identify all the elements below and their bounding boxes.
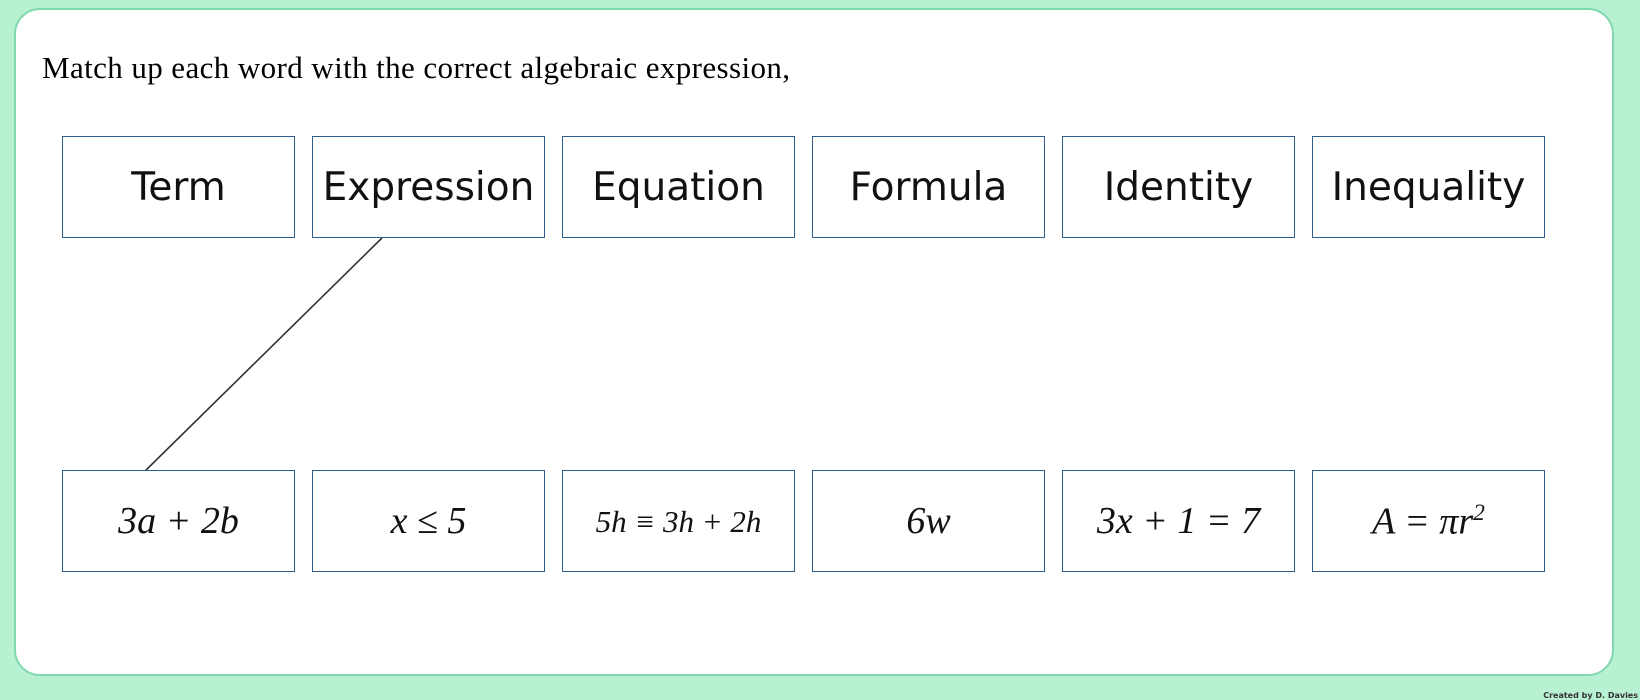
word-card-label: Term [131, 164, 226, 210]
expression-card-row [16, 470, 1612, 572]
expression-card-3[interactable] [562, 470, 795, 572]
expression-card-text: 5h ≡ 3h + 2h [595, 503, 762, 539]
word-card-formula[interactable] [812, 136, 1045, 238]
expression-card-5[interactable] [1062, 470, 1295, 572]
slide-canvas [14, 8, 1614, 676]
expression-card-6[interactable] [1312, 470, 1545, 572]
expression-card-text: 3x + 1 = 7 [1096, 500, 1261, 542]
word-card-label: Identity [1103, 164, 1254, 210]
word-card-inequality[interactable] [1312, 136, 1545, 238]
word-card-label: Inequality [1331, 164, 1526, 210]
expression-card-2[interactable] [312, 470, 545, 572]
expression-card-1[interactable] [62, 470, 295, 572]
word-card-label: Expression [322, 164, 535, 210]
word-card-identity[interactable] [1062, 136, 1295, 238]
word-card-equation[interactable] [562, 136, 795, 238]
word-card-label: Equation [592, 164, 765, 210]
expression-card-4[interactable] [812, 470, 1045, 572]
expression-card-text: 3a + 2b [118, 500, 239, 542]
expression-card-text: 6w [906, 500, 951, 542]
expression-card-text: x ≤ 5 [390, 500, 467, 542]
page-title: Match up each word with the correct algebraic expression, [42, 50, 791, 85]
connection-lines [16, 10, 1612, 674]
word-card-label: Formula [849, 164, 1008, 210]
connection-line-expression-to-3a2b [142, 238, 382, 474]
expression-card-text: $A = \pi r^2$ [1372, 499, 1485, 543]
credit-text: Created by D. Davies [1543, 691, 1638, 700]
word-card-term[interactable] [62, 136, 295, 238]
word-card-expression[interactable] [312, 136, 545, 238]
word-card-row [16, 136, 1612, 238]
